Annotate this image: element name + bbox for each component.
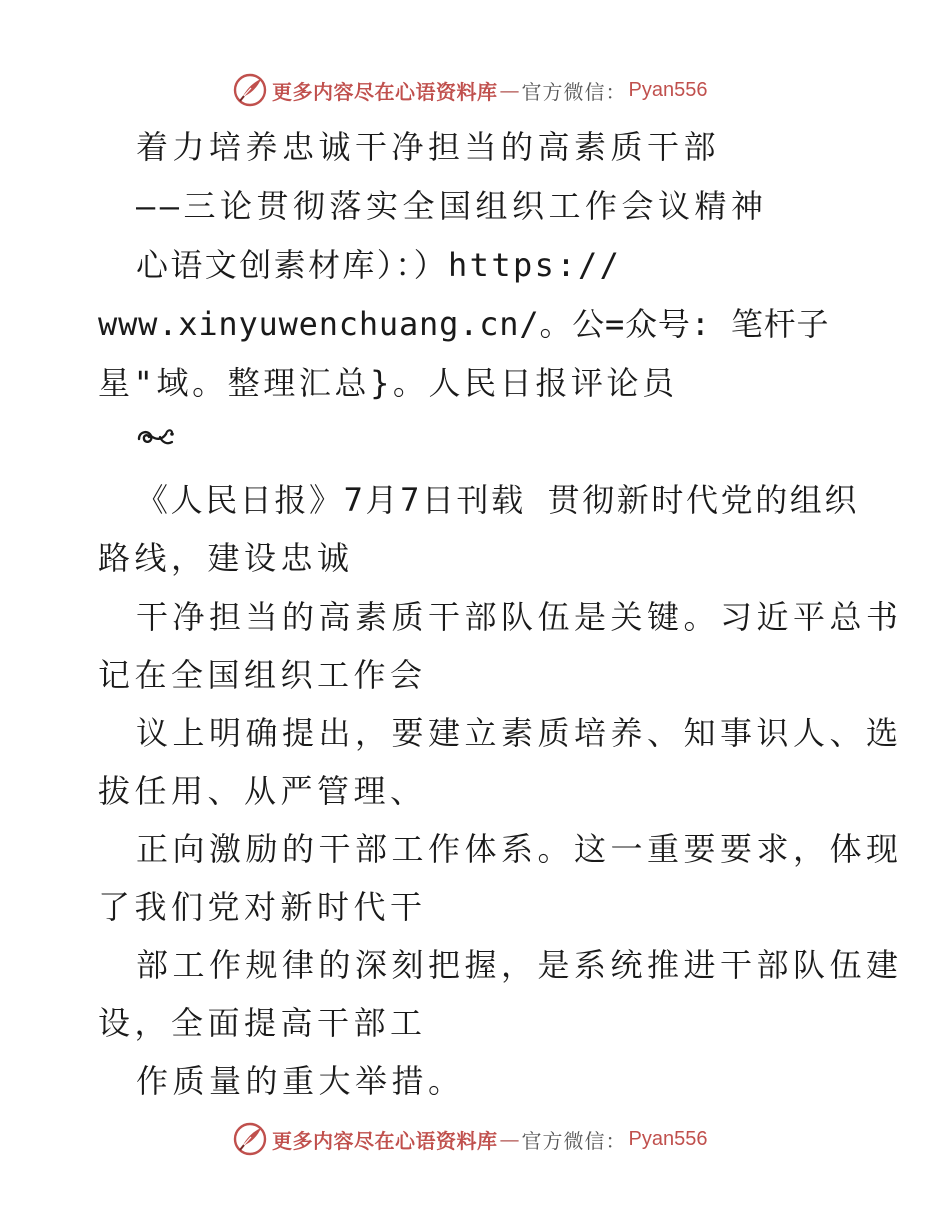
body-line: 作质量的重大举措。 bbox=[136, 1062, 465, 1100]
body-line: 议上明确提出，要建立素质培养、知事识人、选 bbox=[136, 714, 903, 752]
body-line: 记在全国组织工作会 bbox=[98, 656, 427, 694]
banner-dash: — bbox=[499, 78, 520, 102]
body-line: 正向激励的干部工作体系。这一重要要求，体现 bbox=[136, 830, 903, 868]
body-line: 拔任用、从严管理、 bbox=[98, 772, 427, 810]
document-title: 着力培养忠诚干净担当的高素质干部 bbox=[136, 128, 721, 166]
banner-text: 更多内容尽在心语资料库 bbox=[272, 1128, 498, 1153]
source-line: 星"域。整理汇总}。人民日报评论员 bbox=[98, 364, 678, 402]
banner-official-label: 官方微信： bbox=[521, 79, 627, 104]
fleuron-icon bbox=[136, 425, 174, 449]
body-line: 设，全面提高干部工 bbox=[98, 1004, 427, 1042]
body-line: 干净担当的高素质干部队伍是关键。习近平总书 bbox=[136, 598, 903, 636]
body-line: 路线，建设忠诚 bbox=[98, 539, 354, 577]
footer-banner bbox=[232, 1121, 707, 1157]
banner-wechat-id: Pyan556 bbox=[628, 78, 708, 101]
body-line: 《人民日报》7月7日刊载 贯彻新时代党的组织 bbox=[136, 481, 859, 519]
header-banner bbox=[232, 72, 707, 108]
banner-text: 更多内容尽在心语资料库 bbox=[272, 79, 498, 104]
banner-wechat-id: Pyan556 bbox=[628, 1127, 708, 1150]
body-line: 部工作规律的深刻把握，是系统推进干部队伍建 bbox=[136, 946, 903, 984]
document-subtitle: ——三论贯彻落实全国组织工作会议精神 bbox=[136, 187, 768, 225]
banner-dash: — bbox=[499, 1127, 520, 1151]
quill-logo-icon bbox=[232, 72, 268, 108]
source-line: 心语文创素材库）：）https:// bbox=[136, 246, 622, 284]
body-line: 了我们党对新时代干 bbox=[98, 888, 427, 926]
source-line: www.xinyuwenchuang.cn/。公=众号: 笔杆子 bbox=[98, 305, 830, 343]
banner-official-label: 官方微信： bbox=[521, 1128, 627, 1153]
quill-logo-icon bbox=[232, 1121, 268, 1157]
